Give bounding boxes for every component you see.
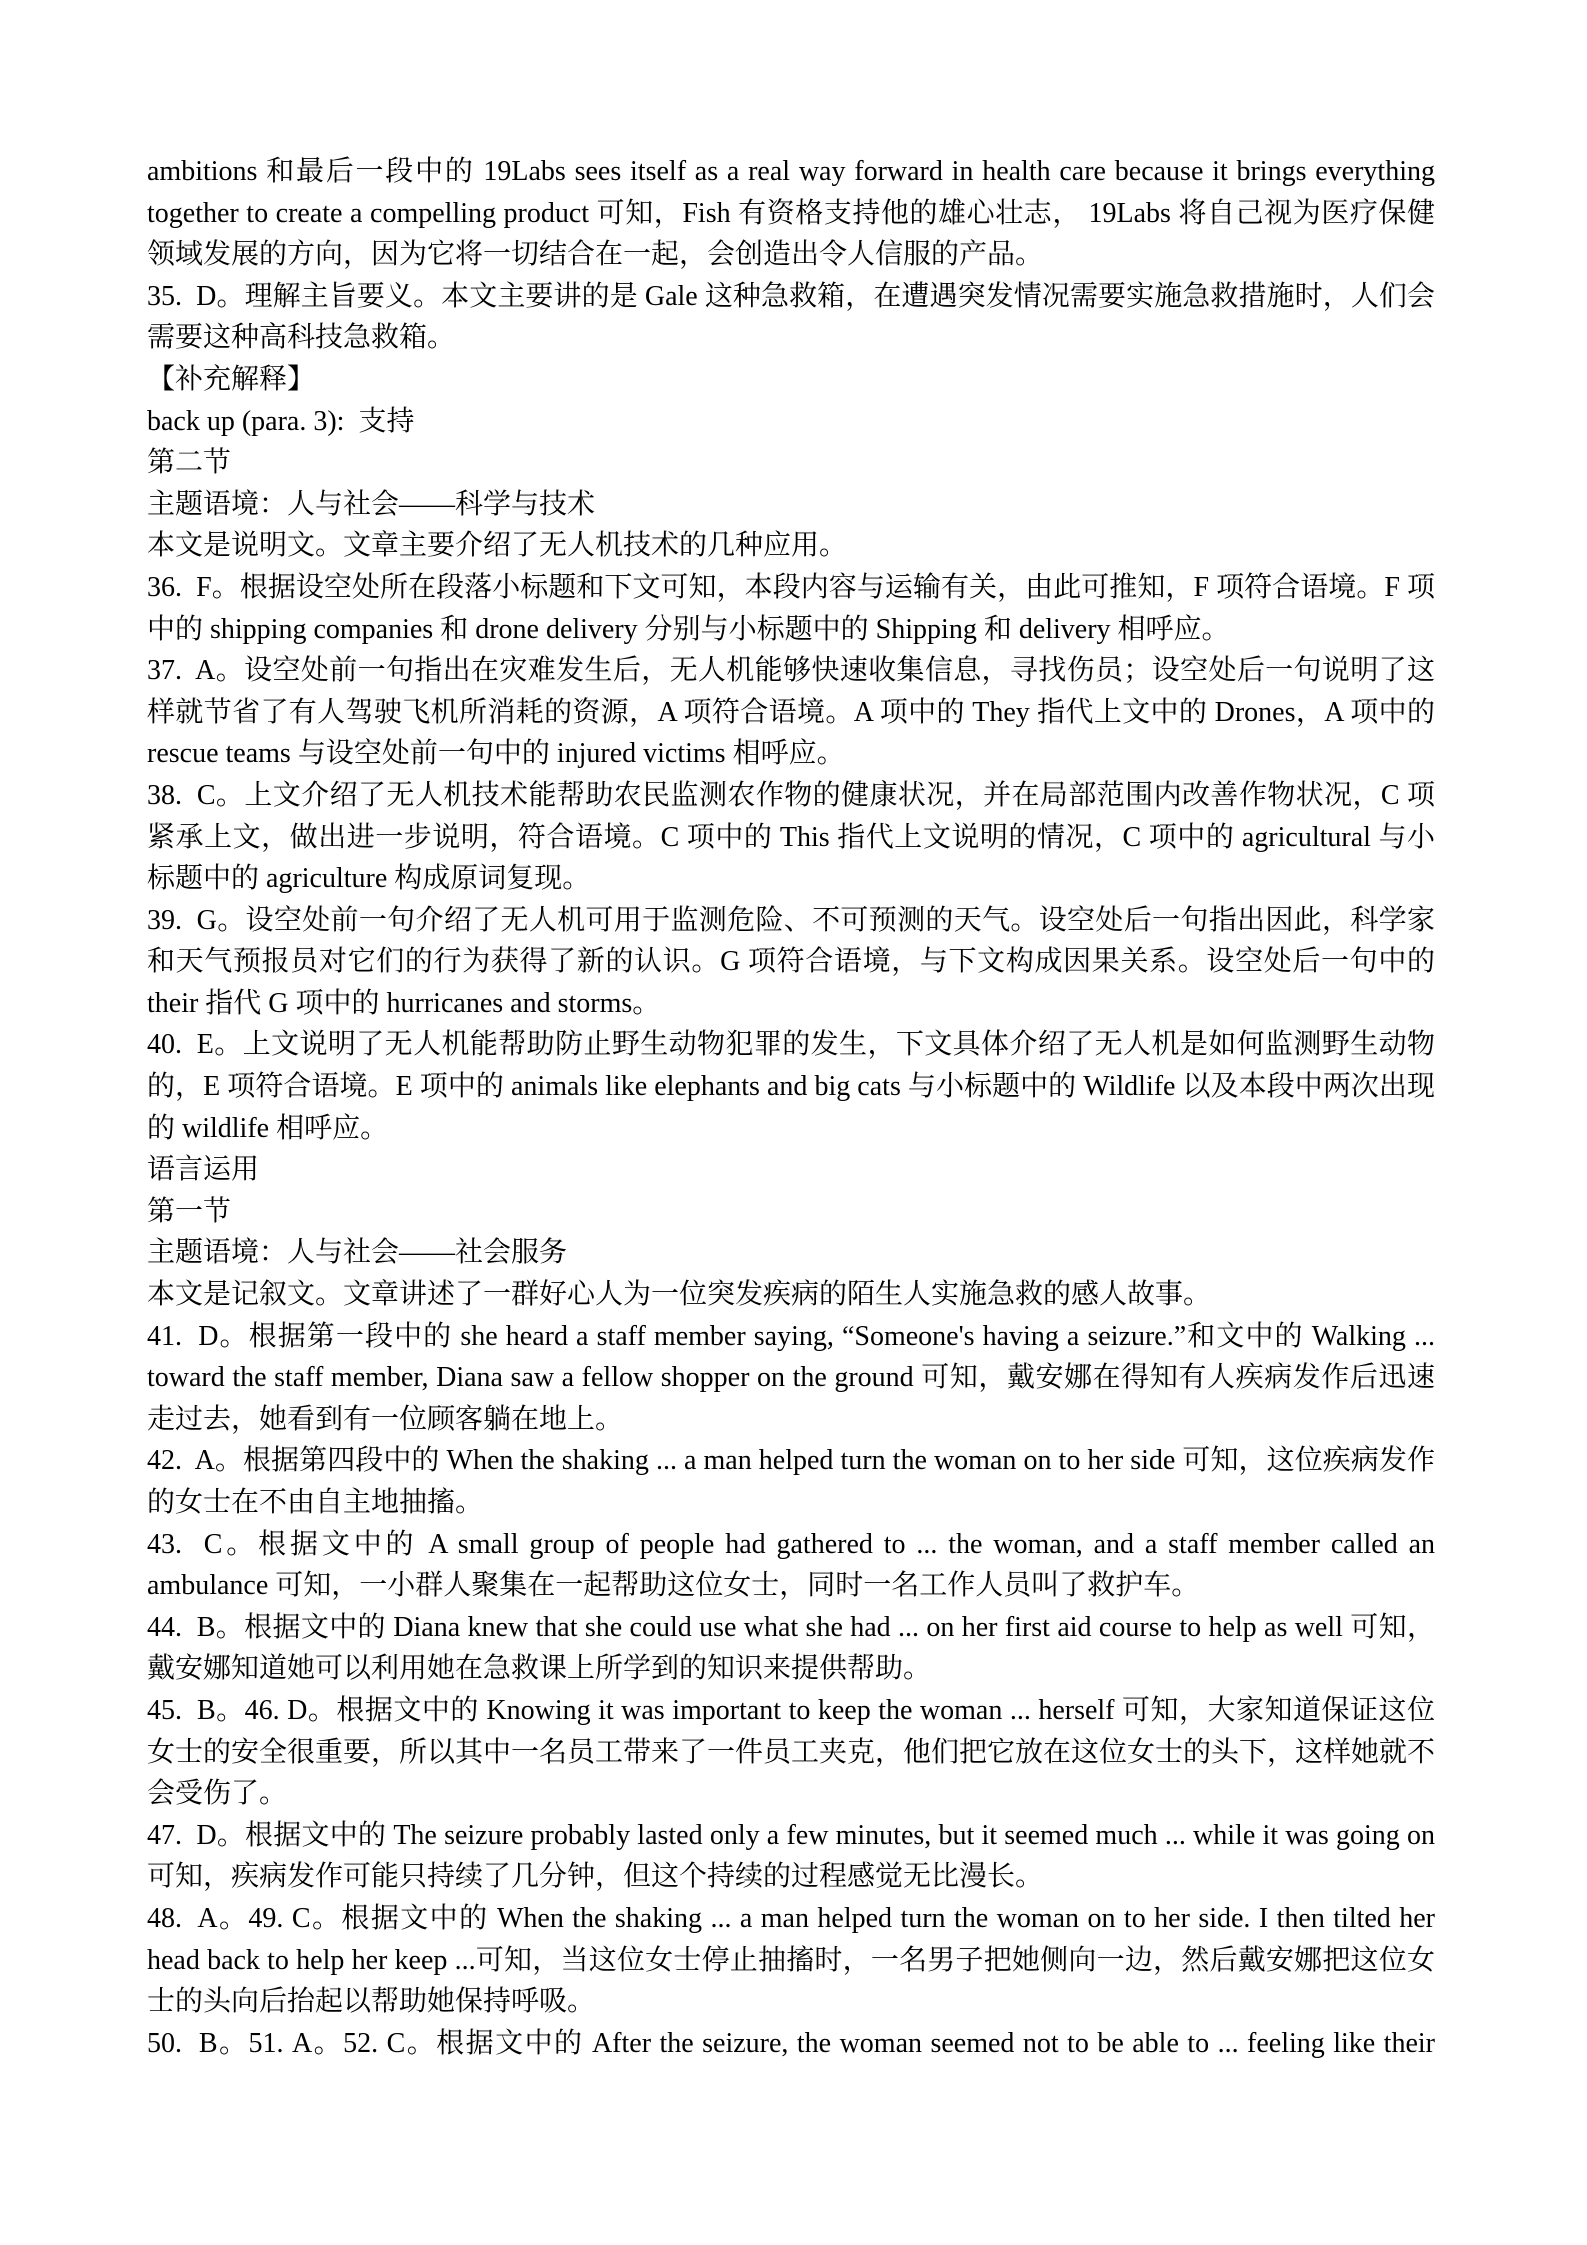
answer-37: 37. A。设空处前一句指出在灾难发生后，无人机能够快速收集信息，寻找伤员；设空处后一句说明了这样就节省了有人驾驶飞机所消耗的资源，A 项符合语境。A 项中的 They 指代上文中的 Drones，A 项中的 rescue teams 与设空处前一句中的 injured victims 相呼应。 bbox=[147, 655, 1435, 770]
supplementary-notes-heading: 【补充解释】 bbox=[147, 363, 316, 395]
answer-43: 43. C。根据文中的 A small group of people had gathered to ... the woman, and a staff member called an ambulance 可知，一小群人聚集在一起帮助这位女士，同时一名工作人员叫了救护车。 bbox=[147, 1528, 1435, 1602]
paragraph-34-explanation-continued: ambitions 和最后一段中的 19Labs sees itself as a real way forward in health care because it brings everything together to create a compelling product 可知，Fish 有资格支持他的雄心壮志， 19Labs 将自己视为医疗保健领域发展的方向，因为它将一切结合在一起，会创造出令人信服的产品。 bbox=[147, 156, 1435, 271]
theme-context-section-2: 主题语境：人与社会——科学与技术 bbox=[147, 488, 596, 520]
document-body bbox=[147, 151, 1435, 2064]
answer-35: 35. D。理解主旨要义。本文主要讲的是 Gale 这种急救箱，在遭遇突发情况需要实施急救措施时，人们会需要这种高科技急救箱。 bbox=[147, 280, 1435, 354]
answer-50-52: 50. B。51. A。52. C。根据文中的 After the seizure, the woman seemed not to be able to ... feeling like their bbox=[147, 2027, 1435, 2059]
answer-44: 44. B。根据文中的 Diana knew that she could use what she had ... on her first aid course to help as well 可知，戴安娜知道她可以利用她在急救课上所学到的知识来提供帮助。 bbox=[147, 1611, 1435, 1685]
answer-42: 42. A。根据第四段中的 When the shaking ... a man helped turn the woman on to her side 可知，这位疾病发作的女士在不由自主地抽搐。 bbox=[147, 1445, 1435, 1518]
answer-47: 47. D。根据文中的 The seizure probably lasted only a few minutes, but it seemed much ... while it was going on 可知，疾病发作可能只持续了几分钟，但这个持续的过程感觉无比漫长。 bbox=[147, 1819, 1435, 1893]
answer-48-49: 48. A。49. C。根据文中的 When the shaking ... a man helped turn the woman on to her side. I then tilted her head back to help her keep ...可知，当这位女士停止抽搐时，一名男子把她侧向一边，然后戴安娜把这位女士的头向后抬起以帮助她保持呼吸。 bbox=[147, 1902, 1435, 2018]
theme-context-language-use: 主题语境：人与社会——社会服务 bbox=[147, 1237, 568, 1269]
answer-38: 38. C。上文介绍了无人机技术能帮助农民监测农作物的健康状况，并在局部范围内改善作物状况，C 项紧承上文，做出进一步说明，符合语境。C 项中的 This 指代上文说明的情况，C 项中的 agricultural 与小标题中的 agriculture 构成原词复现。 bbox=[147, 779, 1435, 895]
answer-40: 40. E。上文说明了无人机能帮助防止野生动物犯罪的发生，下文具体介绍了无人机是如何监测野生动物的，E 项符合语境。E 项中的 animals like elephants and big cats 与小标题中的 Wildlife 以及本段中两次出现的 wildlife 相呼应。 bbox=[147, 1029, 1435, 1144]
answer-45-46: 45. B。46. D。根据文中的 Knowing it was important to keep the woman ... herself 可知，大家知道保证这位女士的安全很重要，所以其中一名员工带来了一件员工夹克，他们把它放在这位女士的头下，这样她就不会受伤了。 bbox=[147, 1694, 1436, 1810]
section-1-heading: 第一节 bbox=[147, 1195, 232, 1227]
vocab-note-back-up: back up (para. 3): 支持 bbox=[147, 405, 415, 437]
answer-41: 41. D。根据第一段中的 she heard a staff member saying, “Someone's having a seizure.”和文中的 Walking ... toward the staff member, Diana saw a fellow shopper on the ground 可知，戴安娜在得知有人疾病发作后迅速走过去，她看到有一位顾客躺在地上。 bbox=[147, 1320, 1435, 1435]
passage-summary-section-2: 本文是说明文。文章主要介绍了无人机技术的几种应用。 bbox=[147, 530, 848, 562]
section-2-heading: 第二节 bbox=[147, 447, 232, 479]
passage-summary-language-use: 本文是记叙文。文章讲述了一群好心人为一位突发疾病的陌生人实施急救的感人故事。 bbox=[147, 1279, 1212, 1311]
answer-36: 36. F。根据设空处所在段落小标题和下文可知，本段内容与运输有关，由此可推知，F 项符合语境。F 项中的 shipping companies 和 drone delivery 分别与小标题中的 Shipping 和 delivery 相呼应。 bbox=[147, 571, 1435, 645]
answer-39: 39. G。设空处前一句介绍了无人机可用于监测危险、不可预测的天气。设空处后一句指出因此，科学家和天气预报员对它们的行为获得了新的认识。G 项符合语境，与下文构成因果关系。设空处后一句中的 their 指代 G 项中的 hurricanes and storms。 bbox=[147, 904, 1435, 1019]
language-use-heading: 语言运用 bbox=[147, 1154, 260, 1186]
